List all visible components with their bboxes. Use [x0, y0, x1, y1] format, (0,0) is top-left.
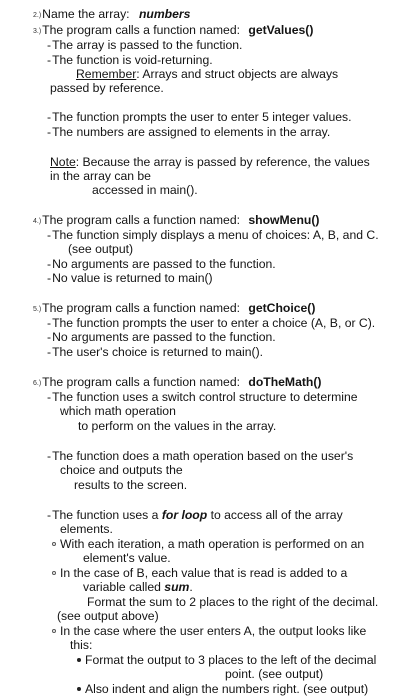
- sub-bullet-line: [52, 537, 364, 551]
- bullet-text: The function simply displays a menu of choices: A, B, and C.: [52, 228, 379, 242]
- dash-bullet: -: [47, 110, 52, 124]
- solid-bullet-icon: [77, 658, 81, 662]
- bullet-line: [47, 53, 213, 67]
- dash-bullet: -: [47, 125, 52, 139]
- dash-bullet: -: [47, 271, 52, 285]
- sub-bullet-text: In the case of B, each value that is read is added to a: [60, 566, 348, 580]
- bullet-line: [47, 345, 263, 359]
- bullet-text: The numbers are assigned to elements in the array.: [52, 125, 331, 139]
- tertiary-bullet-line: [77, 653, 376, 667]
- note-text: : Because the array is passed by reference, the values: [75, 155, 370, 169]
- sub-bullet-text: With each iteration, a math operation is performed on an: [60, 537, 365, 551]
- sub-bullet-text: .: [189, 580, 193, 594]
- bullet-text: No arguments are passed to the function.: [52, 257, 276, 271]
- tertiary-bullet-continuation: point. (see output): [225, 667, 324, 681]
- bullet-line: [47, 330, 276, 344]
- dash-bullet: -: [47, 257, 52, 271]
- note-line: [50, 155, 370, 169]
- dash-bullet: -: [47, 38, 52, 52]
- dash-bullet: -: [47, 508, 52, 522]
- hollow-bullet-icon: [52, 571, 56, 575]
- dash-bullet: -: [47, 228, 52, 242]
- bullet-text: to access all of the array: [207, 508, 343, 522]
- sub-bullet-line: [52, 566, 347, 580]
- bullet-text: The function uses a: [52, 508, 162, 522]
- function-name-getvalues: getValues(): [248, 23, 314, 37]
- sub-bullet-continuation: [83, 580, 193, 594]
- tertiary-bullet-line: [77, 682, 368, 696]
- item-number: 2.): [33, 12, 42, 19]
- bullet-continuation: which math operation: [60, 404, 176, 418]
- item-3-label: The program calls a function named:: [42, 23, 240, 37]
- item-3-line: [33, 23, 313, 39]
- solid-bullet-icon: [77, 687, 81, 691]
- for-loop-keyword: for loop: [161, 508, 208, 522]
- function-name-showmenu: showMenu(): [248, 213, 320, 227]
- item-5-line: [33, 301, 315, 317]
- dash-bullet: -: [47, 345, 52, 359]
- item-number: 4.): [33, 218, 42, 225]
- sum-variable: sum: [164, 580, 190, 594]
- item-number: 3.): [33, 28, 42, 35]
- dash-bullet: -: [47, 390, 52, 404]
- bullet-text: The function uses a switch control structure to determine: [52, 390, 358, 404]
- function-name-getchoice: getChoice(): [248, 301, 316, 315]
- note-label: Note: [50, 155, 76, 169]
- bullet-line: [47, 228, 379, 242]
- bullet-line: [47, 316, 375, 330]
- note-continuation: accessed in main().: [92, 183, 198, 197]
- item-number: 5.): [33, 306, 42, 313]
- remember-text: : Arrays and struct objects are always: [136, 67, 339, 81]
- item-number: 6.): [33, 380, 42, 387]
- bullet-line: [47, 38, 242, 52]
- note-continuation: in the array can be: [50, 169, 151, 183]
- sub-bullet-line: [52, 624, 366, 638]
- bullet-continuation: (see output): [68, 242, 134, 256]
- sub-bullet-continuation: this:: [70, 638, 93, 652]
- tertiary-bullet-text: Also indent and align the numbers right. (see output): [85, 682, 369, 696]
- bullet-text: No value is returned to main(): [52, 271, 213, 285]
- remember-label: Remember: [76, 67, 137, 81]
- item-4-label: The program calls a function named:: [42, 213, 240, 227]
- sub-bullet-continuation: element's value.: [83, 551, 171, 565]
- bullet-line: [47, 125, 330, 139]
- bullet-line: [47, 449, 353, 463]
- bullet-line: [47, 110, 352, 124]
- sub-bullet-text: In the case where the user enters A, the output looks like: [60, 624, 367, 638]
- item-5-label: The program calls a function named:: [42, 301, 240, 315]
- bullet-text: No arguments are passed to the function.: [52, 330, 276, 344]
- bullet-line: [47, 508, 343, 522]
- bullet-text: The function prompts the user to enter 5 integer values.: [52, 110, 352, 124]
- bullet-line: [47, 257, 276, 271]
- remember-continuation: passed by reference.: [50, 81, 164, 95]
- item-2-line: [33, 7, 190, 23]
- sub-bullet-continuation: Format the sum to 2 places to the right of the decimal.: [87, 595, 379, 609]
- bullet-line: [47, 390, 358, 404]
- bullet-text: The user's choice is returned to main().: [52, 345, 264, 359]
- bullet-text: The array is passed to the function.: [52, 38, 243, 52]
- array-name: numbers: [138, 7, 191, 21]
- item-6-label: The program calls a function named:: [42, 375, 240, 389]
- dash-bullet: -: [47, 316, 52, 330]
- bullet-continuation: elements.: [60, 522, 113, 536]
- bullet-text: The function does a math operation based on the user's: [52, 449, 354, 463]
- function-name-dothemath: doTheMath(): [248, 375, 322, 389]
- bullet-continuation: choice and outputs the: [60, 463, 183, 477]
- hollow-bullet-icon: [52, 629, 56, 633]
- item-6-line: [33, 375, 321, 391]
- tertiary-bullet-text: Format the output to 3 places to the left of the decimal: [85, 653, 377, 667]
- bullet-text: The function prompts the user to enter a choice (A, B, or C).: [52, 316, 376, 330]
- item-2-label: Name the array:: [42, 7, 130, 21]
- sub-bullet-text: variable called: [83, 580, 165, 594]
- item-4-line: [33, 213, 319, 229]
- bullet-continuation: results to the screen.: [74, 478, 188, 492]
- remember-line: [76, 67, 338, 81]
- sub-bullet-continuation: (see output above): [57, 609, 159, 623]
- bullet-continuation: to perform on the values in the array.: [78, 419, 277, 433]
- dash-bullet: -: [47, 449, 52, 463]
- bullet-text: The function is void-returning.: [52, 53, 213, 67]
- dash-bullet: -: [47, 53, 52, 67]
- hollow-bullet-icon: [52, 542, 56, 546]
- dash-bullet: -: [47, 330, 52, 344]
- bullet-line: [47, 271, 213, 285]
